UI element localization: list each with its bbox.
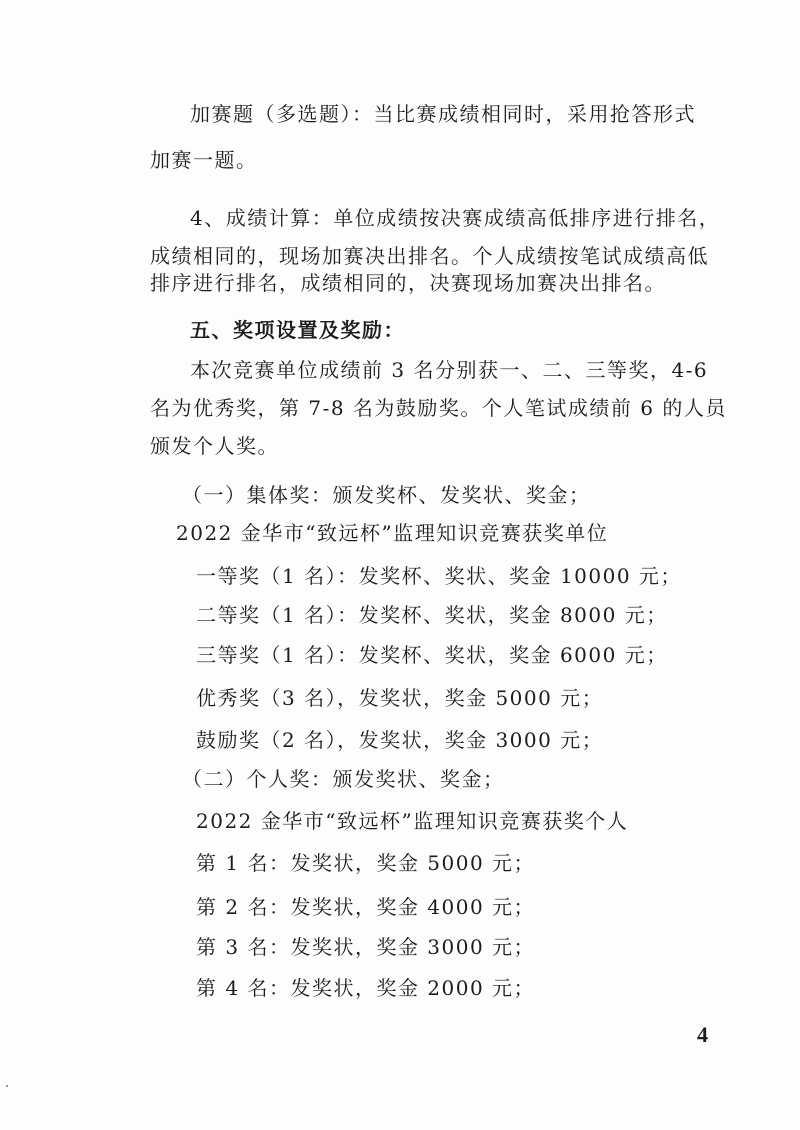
individual-second-line: 第 2 名：发奖状，奖金 4000 元；: [196, 895, 536, 919]
third-prize-line: 三等奖（1 名）：发奖杯、奖状，奖金 6000 元；: [196, 643, 668, 667]
individual-third-line: 第 3 名：发奖状，奖金 3000 元；: [196, 935, 536, 959]
encouragement-prize-line: 鼓励奖（2 名），发奖状，奖金 3000 元；: [196, 728, 604, 752]
awards-intro-line-cont-1: 名为优秀奖，第 7-8 名为鼓励奖。个人笔试成绩前 6 的人员: [150, 396, 727, 420]
extra-question-line: 加赛题（多选题）：当比赛成绩相同时，采用抢答形式: [190, 102, 696, 126]
section-heading-awards: 五、奖项设置及奖励：: [190, 318, 405, 342]
individual-award-title: 2022 金华市“致远杯”监理知识竞赛获奖个人: [196, 809, 629, 833]
group-award-heading: （一）集体奖：颁发奖杯、发奖状、奖金；: [182, 483, 591, 507]
score-calc-line-cont-1: 成绩相同的，现场加赛决出排名。个人成绩按笔试成绩高低: [150, 244, 709, 268]
scan-speck: [6, 1085, 8, 1087]
extra-question-line-cont: 加赛一题。: [150, 148, 258, 172]
individual-fourth-line: 第 4 名：发奖状，奖金 2000 元；: [196, 976, 536, 1000]
individual-first-line: 第 1 名：发奖状，奖金 5000 元；: [196, 851, 536, 875]
page-number: 4: [697, 1022, 708, 1047]
awards-intro-line-cont-2: 颁发个人奖。: [150, 434, 279, 458]
excellence-prize-line: 优秀奖（3 名），发奖状，奖金 5000 元；: [196, 686, 604, 710]
score-calc-line-cont-2: 排序进行排名，成绩相同的，决赛现场加赛决出排名。: [150, 271, 666, 295]
awards-intro-line: 本次竞赛单位成绩前 3 名分别获一、二、三等奖，4-6: [190, 358, 709, 382]
score-calc-line: 4、成绩计算：单位成绩按决赛成绩高低排序进行排名，: [190, 206, 721, 230]
first-prize-line: 一等奖（1 名）：发奖杯、奖状、奖金 10000 元；: [196, 564, 682, 588]
group-award-title: 2022 金华市“致远杯”监理知识竞赛获奖单位: [176, 521, 609, 545]
individual-award-heading: （二）个人奖：颁发奖状、奖金；: [182, 767, 505, 791]
second-prize-line: 二等奖（1 名）：发奖杯、奖状，奖金 8000 元；: [196, 603, 668, 627]
